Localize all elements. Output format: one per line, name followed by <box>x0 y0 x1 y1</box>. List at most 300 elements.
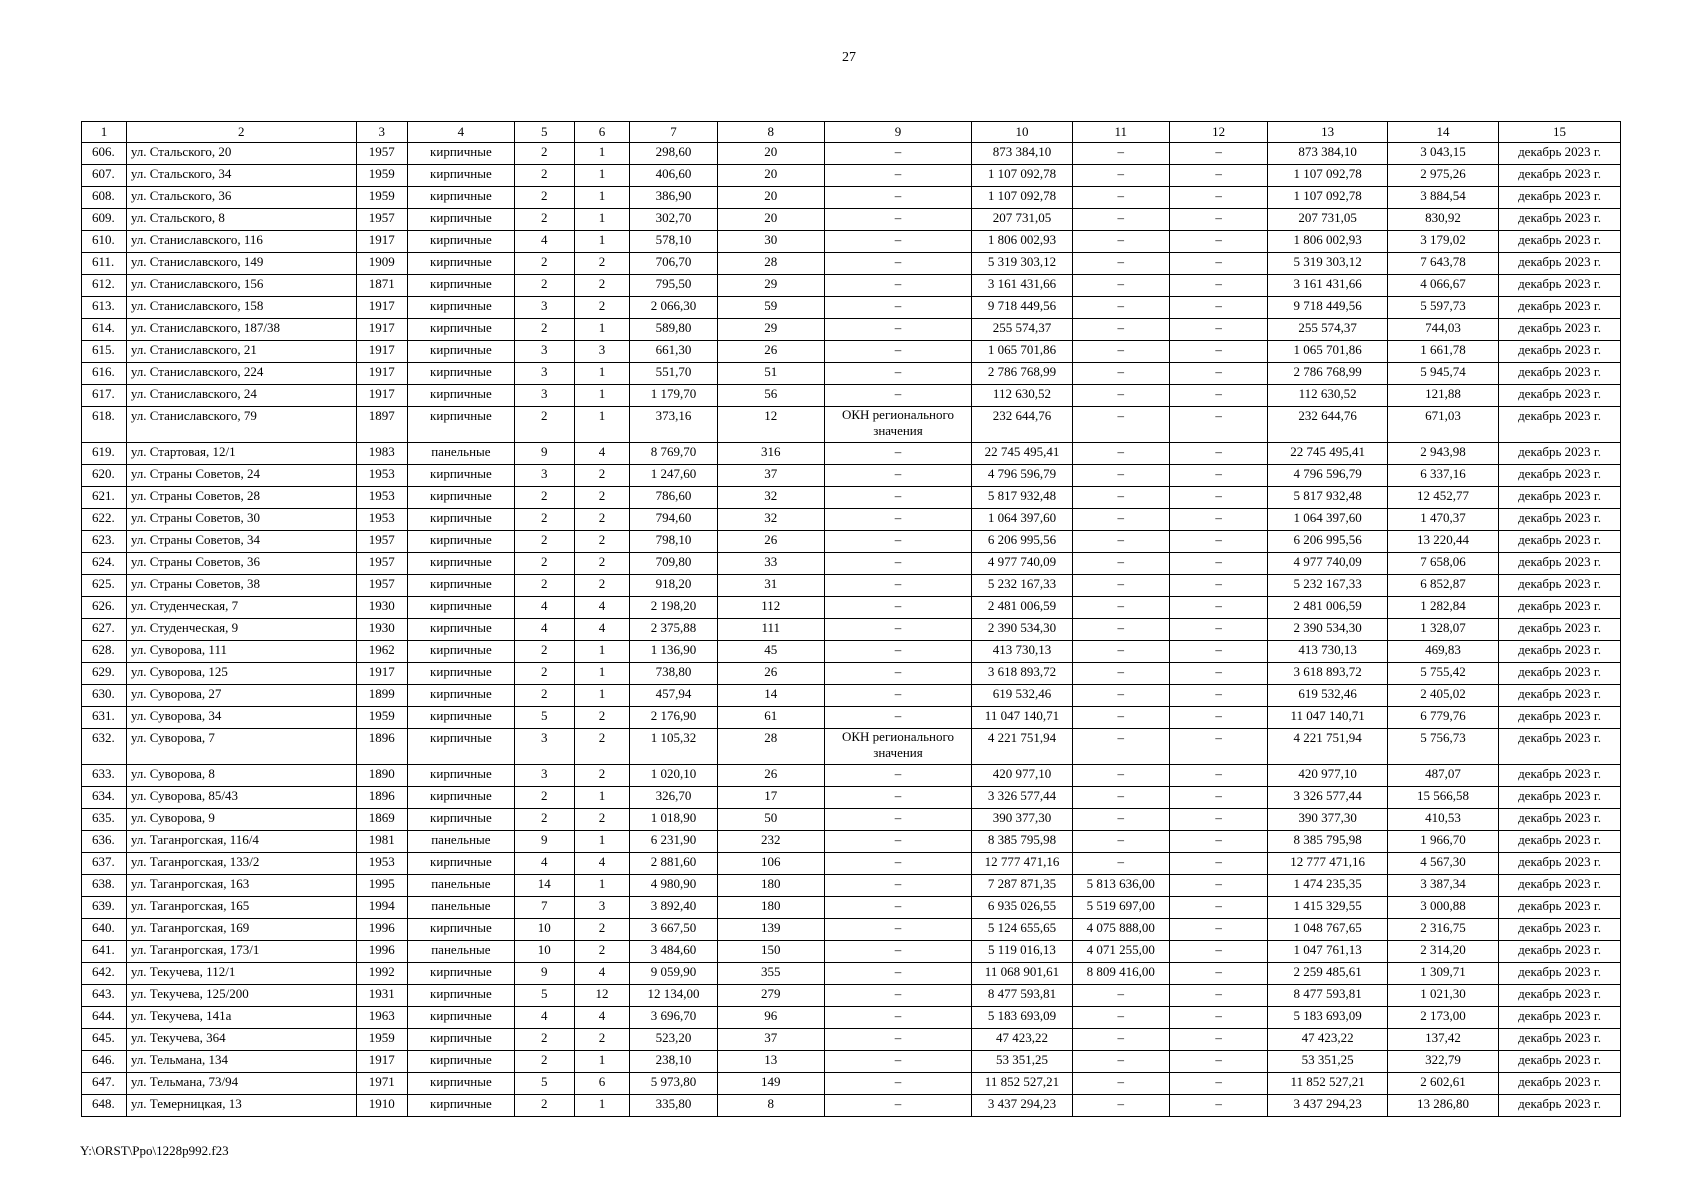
table-cell: 8 477 593,81 <box>972 985 1072 1007</box>
table-cell: кирпичные <box>407 787 514 809</box>
table-row <box>82 897 1621 919</box>
table-cell: – <box>824 765 971 787</box>
table-cell: декабрь 2023 г. <box>1499 187 1621 209</box>
table-cell: кирпичные <box>407 465 514 487</box>
table-cell: 1 <box>574 787 630 809</box>
table-cell: 627. <box>82 619 127 641</box>
table-cell: кирпичные <box>407 253 514 275</box>
table-cell: 2 <box>574 941 630 963</box>
table-cell: ул. Текучева, 112/1 <box>126 963 356 985</box>
table-cell: декабрь 2023 г. <box>1499 641 1621 663</box>
table-cell: 149 <box>717 1073 824 1095</box>
table-cell: – <box>1072 407 1169 443</box>
table-row <box>82 187 1621 209</box>
table-cell: – <box>824 1007 971 1029</box>
table-cell: – <box>1169 231 1267 253</box>
table-cell: – <box>1072 765 1169 787</box>
table-cell: 1 <box>574 363 630 385</box>
table-cell: кирпичные <box>407 641 514 663</box>
table-cell: кирпичные <box>407 919 514 941</box>
table-cell: кирпичные <box>407 619 514 641</box>
table-cell: 642. <box>82 963 127 985</box>
table-cell: 59 <box>717 297 824 319</box>
table-cell: 616. <box>82 363 127 385</box>
table-cell: кирпичные <box>407 231 514 253</box>
table-cell: 2 <box>514 319 574 341</box>
table-cell: ул. Таганрогская, 173/1 <box>126 941 356 963</box>
table-row <box>82 341 1621 363</box>
table-cell: 1 <box>574 663 630 685</box>
table-cell: декабрь 2023 г. <box>1499 363 1621 385</box>
table-cell: 2 <box>574 729 630 765</box>
table-cell: 648. <box>82 1095 127 1117</box>
table-row <box>82 253 1621 275</box>
table-cell: 5 <box>514 707 574 729</box>
table-row <box>82 941 1621 963</box>
table-cell: ул. Текучева, 141а <box>126 1007 356 1029</box>
table-cell: 1 <box>574 385 630 407</box>
table-cell: 8 385 795,98 <box>1268 831 1388 853</box>
table-cell: 2 <box>574 465 630 487</box>
table-cell: 626. <box>82 597 127 619</box>
table-cell: 12 134,00 <box>630 985 718 1007</box>
table-row <box>82 297 1621 319</box>
table-cell: ул. Стальского, 20 <box>126 143 356 165</box>
table-cell: – <box>1169 707 1267 729</box>
table-cell: 610. <box>82 231 127 253</box>
table-cell: 7 287 871,35 <box>972 875 1072 897</box>
column-header: 3 <box>356 122 407 143</box>
table-cell: 1 179,70 <box>630 385 718 407</box>
table-cell: 551,70 <box>630 363 718 385</box>
table-cell: 798,10 <box>630 531 718 553</box>
table-cell: 3 <box>514 297 574 319</box>
table-row <box>82 363 1621 385</box>
table-cell: 3 387,34 <box>1387 875 1498 897</box>
table-row <box>82 685 1621 707</box>
table-cell: – <box>1072 597 1169 619</box>
table-cell: – <box>1169 385 1267 407</box>
table-cell: панельные <box>407 831 514 853</box>
table-cell: 2 198,20 <box>630 597 718 619</box>
table-cell: ул. Суворова, 85/43 <box>126 787 356 809</box>
table-cell: ул. Страны Советов, 24 <box>126 465 356 487</box>
table-cell: 2 314,20 <box>1387 941 1498 963</box>
table-cell: декабрь 2023 г. <box>1499 619 1621 641</box>
table-cell: кирпичные <box>407 985 514 1007</box>
table-cell: – <box>1169 597 1267 619</box>
table-cell: 137,42 <box>1387 1029 1498 1051</box>
column-header: 6 <box>574 122 630 143</box>
table-row <box>82 443 1621 465</box>
table-cell: – <box>1072 1095 1169 1117</box>
table-cell: 255 574,37 <box>972 319 1072 341</box>
table-cell: – <box>824 597 971 619</box>
table-row <box>82 963 1621 985</box>
table-cell: 255 574,37 <box>1268 319 1388 341</box>
table-cell: 2 <box>574 487 630 509</box>
table-cell: 607. <box>82 165 127 187</box>
table-cell: 29 <box>717 319 824 341</box>
table-cell: ул. Студенческая, 7 <box>126 597 356 619</box>
table-cell: 3 884,54 <box>1387 187 1498 209</box>
table-cell: 631. <box>82 707 127 729</box>
table-cell: 2 <box>574 765 630 787</box>
table-cell: 2 <box>514 407 574 443</box>
table-cell: 106 <box>717 853 824 875</box>
table-cell: 738,80 <box>630 663 718 685</box>
table-cell: – <box>1072 209 1169 231</box>
table-cell: 3 618 893,72 <box>1268 663 1388 685</box>
table-cell: 33 <box>717 553 824 575</box>
table-cell: 51 <box>717 363 824 385</box>
table-cell: – <box>824 853 971 875</box>
table-cell: – <box>1072 253 1169 275</box>
table-cell: – <box>1072 809 1169 831</box>
table-cell: – <box>1169 363 1267 385</box>
table-cell: 13 <box>717 1051 824 1073</box>
table-cell: 1917 <box>356 231 407 253</box>
table-cell: декабрь 2023 г. <box>1499 919 1621 941</box>
table-cell: 5 <box>514 985 574 1007</box>
table-cell: – <box>824 341 971 363</box>
table-cell: 2 481 006,59 <box>1268 597 1388 619</box>
table-cell: 2 <box>514 275 574 297</box>
table-cell: 2 176,90 <box>630 707 718 729</box>
table-cell: 1899 <box>356 685 407 707</box>
table-cell: 15 566,58 <box>1387 787 1498 809</box>
table-cell: 4 <box>514 1007 574 1029</box>
table-cell: 641. <box>82 941 127 963</box>
table-row <box>82 231 1621 253</box>
table-cell: декабрь 2023 г. <box>1499 809 1621 831</box>
table-cell: 207 731,05 <box>972 209 1072 231</box>
table-cell: 28 <box>717 729 824 765</box>
table-cell: 11 047 140,71 <box>972 707 1072 729</box>
table-cell: 3 437 294,23 <box>972 1095 1072 1117</box>
table-cell: – <box>1072 1073 1169 1095</box>
table-cell: кирпичные <box>407 597 514 619</box>
table-cell: 786,60 <box>630 487 718 509</box>
table-cell: 1917 <box>356 385 407 407</box>
table-cell: декабрь 2023 г. <box>1499 897 1621 919</box>
table-cell: 8 477 593,81 <box>1268 985 1388 1007</box>
table-row <box>82 809 1621 831</box>
table-header-row <box>82 122 1621 143</box>
table-cell: 1890 <box>356 765 407 787</box>
table-cell: 1 806 002,93 <box>1268 231 1388 253</box>
table-cell: 2 <box>574 809 630 831</box>
table-cell: – <box>1169 465 1267 487</box>
table-cell: 3 326 577,44 <box>1268 787 1388 809</box>
table-cell: кирпичные <box>407 487 514 509</box>
table-cell: декабрь 2023 г. <box>1499 1095 1621 1117</box>
table-cell: декабрь 2023 г. <box>1499 275 1621 297</box>
table-cell: 12 452,77 <box>1387 487 1498 509</box>
table-cell: 3 <box>514 465 574 487</box>
table-cell: 1 <box>574 165 630 187</box>
table-cell: – <box>1169 663 1267 685</box>
table-cell: 12 777 471,16 <box>1268 853 1388 875</box>
table-cell: – <box>1072 729 1169 765</box>
table-cell: – <box>1169 619 1267 641</box>
table-cell: 112 630,52 <box>972 385 1072 407</box>
table-cell: ул. Стальского, 34 <box>126 165 356 187</box>
table-cell: – <box>1072 509 1169 531</box>
table-cell: 6 935 026,55 <box>972 897 1072 919</box>
table-cell: 623. <box>82 531 127 553</box>
table-cell: 469,83 <box>1387 641 1498 663</box>
table-cell: 1 107 092,78 <box>972 187 1072 209</box>
table-cell: 3 <box>514 341 574 363</box>
table-cell: 873 384,10 <box>1268 143 1388 165</box>
table-cell: – <box>1072 363 1169 385</box>
table-cell: 1 020,10 <box>630 765 718 787</box>
table-cell: 2 <box>574 1029 630 1051</box>
table-cell: 1 065 701,86 <box>1268 341 1388 363</box>
table-cell: 31 <box>717 575 824 597</box>
table-cell: 1957 <box>356 575 407 597</box>
table-cell: ул. Станиславского, 79 <box>126 407 356 443</box>
table-cell: 26 <box>717 765 824 787</box>
table-cell: 4 <box>514 853 574 875</box>
table-cell: – <box>1072 385 1169 407</box>
table-cell: декабрь 2023 г. <box>1499 831 1621 853</box>
table-cell: 32 <box>717 487 824 509</box>
table-cell: 8 <box>717 1095 824 1117</box>
table-cell: 1 064 397,60 <box>1268 509 1388 531</box>
table-row <box>82 787 1621 809</box>
table-cell: 5 119 016,13 <box>972 941 1072 963</box>
table-cell: 5 973,80 <box>630 1073 718 1095</box>
table-cell: – <box>824 963 971 985</box>
table-cell: – <box>1169 963 1267 985</box>
table-cell: ул. Станиславского, 116 <box>126 231 356 253</box>
table-cell: 6 337,16 <box>1387 465 1498 487</box>
table-cell: кирпичные <box>407 1007 514 1029</box>
table-cell: кирпичные <box>407 509 514 531</box>
table-cell: декабрь 2023 г. <box>1499 707 1621 729</box>
table-cell: 1953 <box>356 465 407 487</box>
table-cell: 645. <box>82 1029 127 1051</box>
table-cell: 26 <box>717 341 824 363</box>
table-cell: ул. Страны Советов, 28 <box>126 487 356 509</box>
table-cell: 1996 <box>356 919 407 941</box>
column-header: 12 <box>1169 122 1267 143</box>
table-cell: кирпичные <box>407 165 514 187</box>
table-cell: декабрь 2023 г. <box>1499 531 1621 553</box>
table-cell: ул. Суворова, 9 <box>126 809 356 831</box>
table-cell: декабрь 2023 г. <box>1499 509 1621 531</box>
table-cell: – <box>1072 553 1169 575</box>
table-cell: – <box>1169 941 1267 963</box>
table-cell: 3 <box>514 385 574 407</box>
table-row <box>82 619 1621 641</box>
table-cell: 1 136,90 <box>630 641 718 663</box>
column-header: 1 <box>82 122 127 143</box>
table-cell: 3 000,88 <box>1387 897 1498 919</box>
table-cell: 3 667,50 <box>630 919 718 941</box>
table-cell: кирпичные <box>407 385 514 407</box>
table-cell: декабрь 2023 г. <box>1499 553 1621 575</box>
table-cell: 830,92 <box>1387 209 1498 231</box>
table-cell: – <box>1169 319 1267 341</box>
table-cell: 5 232 167,33 <box>1268 575 1388 597</box>
table-cell: 1 021,30 <box>1387 985 1498 1007</box>
table-cell: 420 977,10 <box>1268 765 1388 787</box>
table-cell: 1 065 701,86 <box>972 341 1072 363</box>
table-cell: 1957 <box>356 553 407 575</box>
table-cell: – <box>1072 165 1169 187</box>
table-cell: 1 470,37 <box>1387 509 1498 531</box>
table-cell: 22 745 495,41 <box>1268 443 1388 465</box>
table-cell: – <box>1169 187 1267 209</box>
table-cell: декабрь 2023 г. <box>1499 963 1621 985</box>
table-cell: 20 <box>717 209 824 231</box>
table-cell: 5 <box>514 1073 574 1095</box>
table-cell: 9 718 449,56 <box>972 297 1072 319</box>
table-cell: 578,10 <box>630 231 718 253</box>
table-cell: 5 817 932,48 <box>1268 487 1388 509</box>
table-cell: декабрь 2023 г. <box>1499 487 1621 509</box>
table-cell: – <box>1169 407 1267 443</box>
table-cell: – <box>824 509 971 531</box>
table-cell: ул. Суворова, 27 <box>126 685 356 707</box>
table-cell: – <box>1169 809 1267 831</box>
table-cell: декабрь 2023 г. <box>1499 853 1621 875</box>
table-cell: кирпичные <box>407 319 514 341</box>
table-cell: ул. Стартовая, 12/1 <box>126 443 356 465</box>
footer-file-path: Y:\ORST\Ppo\1228p992.f23 <box>80 1143 229 1158</box>
table-cell: – <box>824 809 971 831</box>
table-cell: 3 161 431,66 <box>972 275 1072 297</box>
table-cell: ул. Темерницкая, 13 <box>126 1095 356 1117</box>
table-cell: 29 <box>717 275 824 297</box>
table-cell: 2 173,00 <box>1387 1007 1498 1029</box>
table-cell: 50 <box>717 809 824 831</box>
table-cell: – <box>1169 297 1267 319</box>
table-row <box>82 1073 1621 1095</box>
table-cell: – <box>1169 143 1267 165</box>
table-cell: 615. <box>82 341 127 363</box>
table-cell: ул. Суворова, 34 <box>126 707 356 729</box>
column-header: 11 <box>1072 122 1169 143</box>
table-cell: 3 892,40 <box>630 897 718 919</box>
table-cell: 1930 <box>356 597 407 619</box>
table-row <box>82 385 1621 407</box>
table-cell: 2 <box>514 253 574 275</box>
table-cell: 1 415 329,55 <box>1268 897 1388 919</box>
table-cell: 1957 <box>356 209 407 231</box>
table-cell: 2 259 485,61 <box>1268 963 1388 985</box>
table-cell: – <box>1072 297 1169 319</box>
table-cell: 12 <box>717 407 824 443</box>
table-row <box>82 765 1621 787</box>
table-cell: ул. Суворова, 111 <box>126 641 356 663</box>
table-cell: кирпичные <box>407 809 514 831</box>
table-cell: 606. <box>82 143 127 165</box>
table-cell: декабрь 2023 г. <box>1499 787 1621 809</box>
table-cell: 1 <box>574 407 630 443</box>
table-cell: 633. <box>82 765 127 787</box>
table-cell: 1930 <box>356 619 407 641</box>
table-cell: 2 <box>514 1095 574 1117</box>
table-cell: 637. <box>82 853 127 875</box>
table-cell: 2 881,60 <box>630 853 718 875</box>
table-cell: декабрь 2023 г. <box>1499 443 1621 465</box>
table-cell: – <box>824 663 971 685</box>
table-cell: – <box>824 1051 971 1073</box>
table-row <box>82 531 1621 553</box>
table-cell: – <box>1169 275 1267 297</box>
table-cell: 1962 <box>356 641 407 663</box>
table-cell: 1869 <box>356 809 407 831</box>
table-cell: 1996 <box>356 941 407 963</box>
table-cell: 26 <box>717 663 824 685</box>
table-cell: – <box>1072 1007 1169 1029</box>
table-cell: 28 <box>717 253 824 275</box>
table-cell: 207 731,05 <box>1268 209 1388 231</box>
table-cell: – <box>824 875 971 897</box>
table-cell: 1 <box>574 143 630 165</box>
table-cell: 11 068 901,61 <box>972 963 1072 985</box>
table-cell: – <box>824 1073 971 1095</box>
table-row <box>82 143 1621 165</box>
table-cell: – <box>824 897 971 919</box>
table-cell: – <box>824 465 971 487</box>
table-cell: – <box>824 275 971 297</box>
table-cell: ул. Текучева, 125/200 <box>126 985 356 1007</box>
table-cell: 795,50 <box>630 275 718 297</box>
table-row <box>82 1007 1621 1029</box>
table-cell: – <box>1072 663 1169 685</box>
table-cell: – <box>1072 465 1169 487</box>
table-cell: 3 484,60 <box>630 941 718 963</box>
table-cell: 1 107 092,78 <box>1268 165 1388 187</box>
table-cell: 2 <box>514 187 574 209</box>
table-cell: 37 <box>717 465 824 487</box>
table-cell: 8 809 416,00 <box>1072 963 1169 985</box>
table-cell: 523,20 <box>630 1029 718 1051</box>
table-cell: – <box>1072 1029 1169 1051</box>
table-cell: 1910 <box>356 1095 407 1117</box>
table-cell: 625. <box>82 575 127 597</box>
table-cell: 612. <box>82 275 127 297</box>
table-cell: кирпичные <box>407 531 514 553</box>
table-cell: 608. <box>82 187 127 209</box>
table-cell: ул. Стальского, 36 <box>126 187 356 209</box>
table-cell: – <box>1072 231 1169 253</box>
table-cell: 3 326 577,44 <box>972 787 1072 809</box>
table-cell: декабрь 2023 г. <box>1499 253 1621 275</box>
table-cell: – <box>1169 897 1267 919</box>
table-cell: 1995 <box>356 875 407 897</box>
table-cell: – <box>1072 1051 1169 1073</box>
table-cell: 413 730,13 <box>1268 641 1388 663</box>
table-cell: 4 066,67 <box>1387 275 1498 297</box>
table-cell: – <box>1169 575 1267 597</box>
table-cell: 1971 <box>356 1073 407 1095</box>
table-cell: 621. <box>82 487 127 509</box>
table-cell: – <box>824 641 971 663</box>
table-cell: – <box>824 209 971 231</box>
table-cell: 11 852 527,21 <box>972 1073 1072 1095</box>
table-cell: 17 <box>717 787 824 809</box>
table-cell: 9 <box>514 831 574 853</box>
table-cell: – <box>1072 831 1169 853</box>
table-cell: – <box>1169 919 1267 941</box>
table-cell: 10 <box>514 941 574 963</box>
